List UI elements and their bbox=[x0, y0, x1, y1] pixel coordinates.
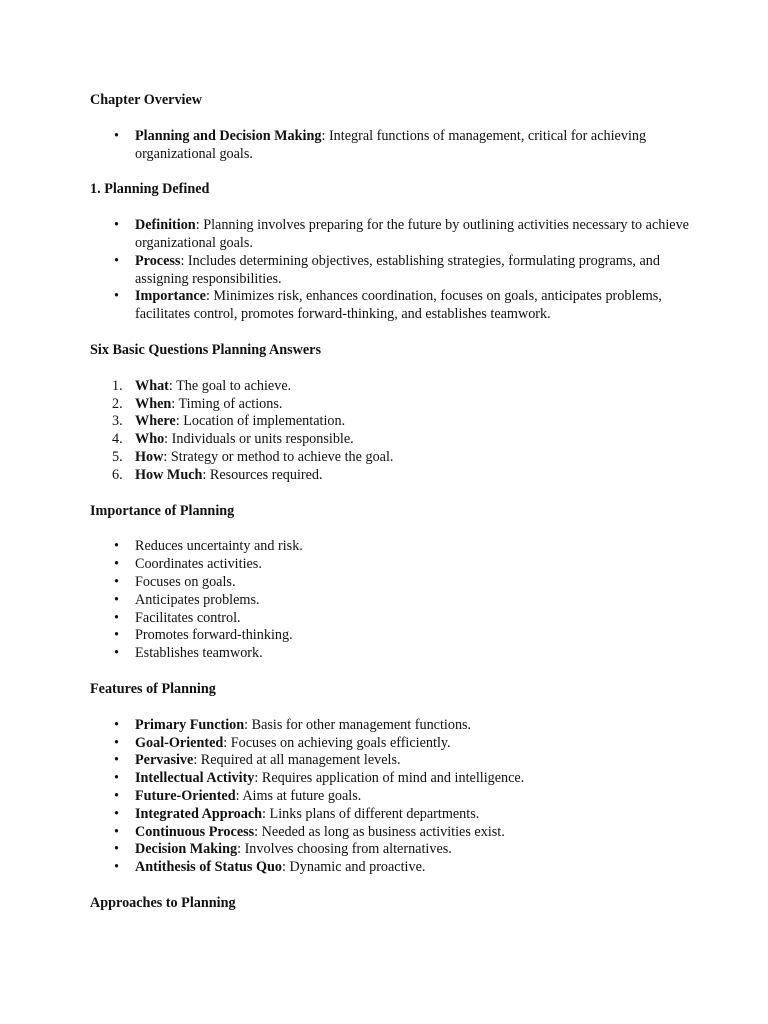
bullet-icon: • bbox=[114, 538, 119, 555]
item-term: What bbox=[135, 377, 169, 394]
bullet-icon: • bbox=[114, 288, 119, 305]
list-item bbox=[90, 378, 690, 396]
item-term: Who bbox=[135, 431, 165, 448]
item-term: Continuous Process bbox=[135, 823, 255, 840]
list-item bbox=[90, 431, 690, 449]
bullet-icon: • bbox=[114, 645, 119, 662]
document-page bbox=[90, 92, 690, 913]
item-text: : Minimizes risk, enhances coordination, focuses on goals, anticipates problems, facilitates control, promotes forward-thinking, and establishes teamwork. bbox=[135, 288, 662, 323]
bullet-icon: • bbox=[114, 752, 119, 769]
item-number: 3. bbox=[112, 413, 123, 430]
list-item bbox=[90, 449, 690, 467]
item-number: 6. bbox=[112, 466, 123, 483]
item-text: : Includes determining objectives, establishing strategies, formulating programs, and assigning responsibilities. bbox=[135, 252, 660, 287]
list-item bbox=[90, 859, 690, 877]
item-term: Primary Function bbox=[135, 716, 245, 733]
list-item bbox=[90, 574, 690, 592]
section-heading-features: Features of Planning bbox=[90, 680, 216, 697]
item-term: Integrated Approach bbox=[135, 805, 263, 822]
item-number: 2. bbox=[112, 395, 123, 412]
list-item bbox=[90, 556, 690, 574]
list-item bbox=[90, 538, 690, 556]
item-term: How Much bbox=[135, 466, 203, 483]
item-term: Definition bbox=[135, 217, 196, 234]
item-term: How bbox=[135, 448, 164, 465]
list-item bbox=[90, 413, 690, 431]
list-item bbox=[90, 752, 690, 770]
list-item bbox=[90, 645, 690, 663]
overview-list bbox=[90, 128, 690, 164]
item-text: : Required at all management levels. bbox=[193, 752, 401, 769]
item-text: : Involves choosing from alternatives. bbox=[237, 841, 452, 858]
six-questions-list bbox=[90, 378, 690, 485]
item-text: : The goal to achieve. bbox=[168, 377, 292, 394]
bullet-icon: • bbox=[114, 823, 119, 840]
item-text: Coordinates activities. bbox=[135, 556, 262, 573]
bullet-icon: • bbox=[114, 217, 119, 234]
planning-defined-list bbox=[90, 217, 690, 324]
bullet-icon: • bbox=[114, 127, 119, 144]
importance-list bbox=[90, 538, 690, 663]
item-term: Antithesis of Status Quo bbox=[135, 859, 283, 876]
item-number: 4. bbox=[112, 431, 123, 448]
list-item bbox=[90, 592, 690, 610]
list-item bbox=[90, 806, 690, 824]
list-item bbox=[90, 627, 690, 645]
item-text: Facilitates control. bbox=[135, 609, 241, 626]
bullet-icon: • bbox=[114, 591, 119, 608]
item-term: Future-Oriented bbox=[135, 787, 236, 804]
list-item bbox=[90, 788, 690, 806]
item-term: Where bbox=[135, 413, 176, 430]
item-text: : Integral functions of management, critical for achieving organizational goals. bbox=[135, 127, 647, 162]
list-item bbox=[90, 717, 690, 735]
features-list bbox=[90, 717, 690, 877]
item-text: : Dynamic and proactive. bbox=[282, 859, 426, 876]
bullet-icon: • bbox=[114, 859, 119, 876]
bullet-icon: • bbox=[114, 627, 119, 644]
list-item bbox=[90, 735, 690, 753]
item-term: Planning and Decision Making bbox=[135, 127, 322, 144]
item-term: Intellectual Activity bbox=[135, 770, 255, 787]
bullet-icon: • bbox=[114, 716, 119, 733]
item-text: Establishes teamwork. bbox=[135, 645, 263, 662]
bullet-icon: • bbox=[114, 787, 119, 804]
bullet-icon: • bbox=[114, 770, 119, 787]
list-item bbox=[90, 253, 690, 289]
list-item bbox=[90, 396, 690, 414]
list-item bbox=[90, 824, 690, 842]
list-item bbox=[90, 128, 690, 164]
item-text: Reduces uncertainty and risk. bbox=[135, 538, 303, 555]
item-text: Promotes forward-thinking. bbox=[135, 627, 293, 644]
section-heading-planning-defined: 1. Planning Defined bbox=[90, 181, 210, 198]
list-item bbox=[90, 841, 690, 859]
item-term: When bbox=[135, 395, 172, 412]
item-text: Anticipates problems. bbox=[135, 591, 260, 608]
section-heading-importance: Importance of Planning bbox=[90, 502, 235, 519]
item-text: : Needed as long as business activities exist. bbox=[254, 823, 505, 840]
item-text: : Basis for other management functions. bbox=[244, 716, 472, 733]
section-heading-chapter-overview: Chapter Overview bbox=[90, 92, 203, 108]
item-text: : Resources required. bbox=[202, 466, 323, 483]
list-item bbox=[90, 217, 690, 253]
bullet-icon: • bbox=[114, 573, 119, 590]
item-text: : Focuses on achieving goals efficiently. bbox=[223, 734, 451, 751]
item-text: : Planning involves preparing for the future by outlining activities necessary to achieve organizational goals. bbox=[135, 217, 689, 251]
item-text: Focuses on goals. bbox=[135, 573, 236, 590]
item-text: : Timing of actions. bbox=[171, 395, 283, 412]
item-number: 1. bbox=[112, 377, 123, 394]
section-heading-six-questions: Six Basic Questions Planning Answers bbox=[90, 341, 321, 358]
bullet-icon: • bbox=[114, 734, 119, 751]
bullet-icon: • bbox=[114, 841, 119, 858]
item-term: Importance bbox=[135, 288, 206, 305]
list-item bbox=[90, 610, 690, 628]
item-term: Process bbox=[135, 252, 181, 269]
item-term: Decision Making bbox=[135, 841, 238, 858]
item-text: : Links plans of different departments. bbox=[262, 805, 480, 822]
item-text: : Strategy or method to achieve the goal. bbox=[163, 448, 394, 465]
item-text: : Aims at future goals. bbox=[235, 787, 362, 804]
item-number: 5. bbox=[112, 448, 123, 465]
bullet-icon: • bbox=[114, 556, 119, 573]
item-text: : Requires application of mind and intelligence. bbox=[254, 770, 525, 787]
item-term: Goal-Oriented bbox=[135, 734, 224, 751]
section-heading-approaches: Approaches to Planning bbox=[90, 894, 236, 911]
item-text: : Location of implementation. bbox=[175, 413, 346, 430]
list-item bbox=[90, 288, 690, 324]
bullet-icon: • bbox=[114, 609, 119, 626]
item-term: Pervasive bbox=[135, 752, 194, 769]
list-item bbox=[90, 467, 690, 485]
bullet-icon: • bbox=[114, 252, 119, 269]
item-text: : Individuals or units responsible. bbox=[164, 431, 354, 448]
list-item bbox=[90, 770, 690, 788]
bullet-icon: • bbox=[114, 805, 119, 822]
